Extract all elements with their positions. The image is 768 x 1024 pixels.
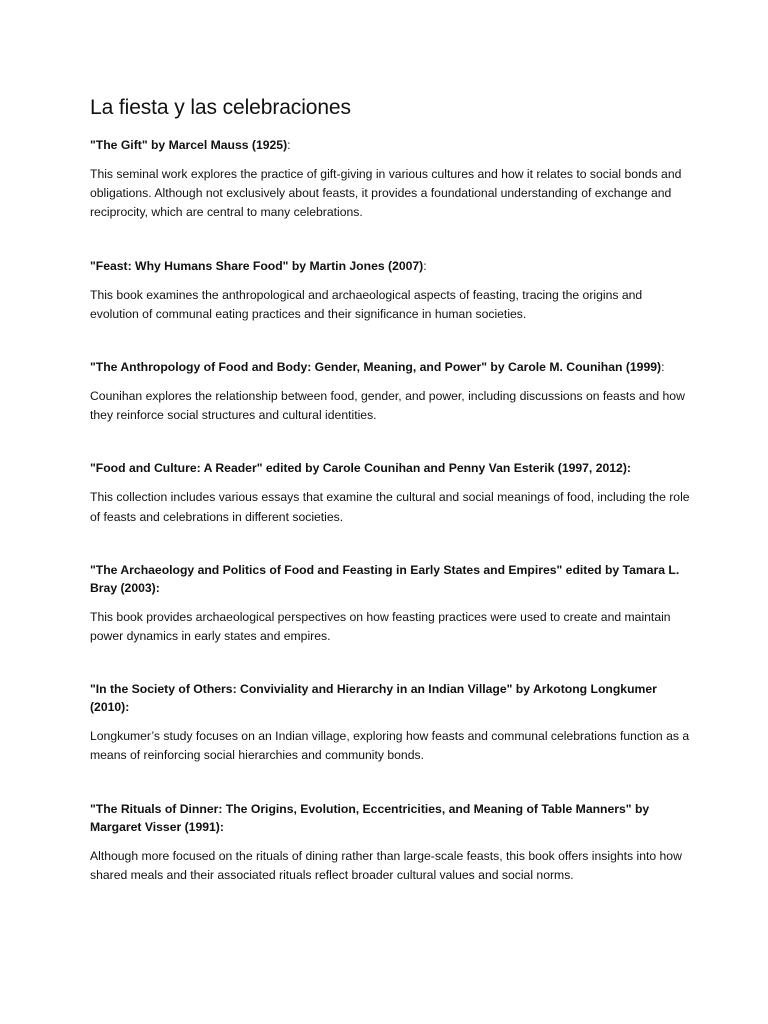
entry-6: [90, 680, 690, 765]
entry-heading-suffix: :: [661, 360, 665, 375]
entry-heading-text: "In the Society of Others: Conviviality and Hierarchy in an Indian Village" by Arkotong Longkumer (2010):: [90, 682, 657, 715]
entry-heading-text: "The Archaeology and Politics of Food and Feasting in Early States and Empires" edited by Tamara L. Bray (2003):: [90, 562, 680, 595]
entry-heading: [90, 257, 690, 275]
entry-heading-suffix: :: [287, 138, 291, 152]
entry-heading-text: "The Anthropology of Food and Body: Gender, Meaning, and Power" by Carole M. Counihan (1999): [90, 360, 662, 375]
entry-body: This book examines the anthropological and archaeological aspects of feasting, tracing the origins and evolution of communal eating practices and their significance in human societies.: [90, 287, 643, 321]
entry-heading: [90, 561, 690, 597]
entry-heading: [90, 136, 690, 154]
entry-heading-text: "Food and Culture: A Reader" edited by Carole Counihan and Penny Van Esterik (1997, 2012):: [90, 461, 631, 476]
entry-body: Longkumer’s study focuses on an Indian village, exploring how feasts and communal celebrations function as a means of reinforcing social hierarchies and community bonds.: [90, 729, 690, 763]
document-page: [90, 94, 690, 885]
entry-heading: [90, 459, 690, 477]
entry-body: This collection includes various essays that examine the cultural and social meanings of food, including the role of feasts and celebrations in different societies.: [90, 490, 690, 524]
entry-body: This seminal work explores the practice of gift-giving in various cultures and how it relates to social bonds and obligations. Although not exclusively about feasts, it provides a foundational understanding of exchange and reciprocity, which are central to many celebrations.: [90, 167, 682, 220]
entry-heading: [90, 358, 690, 376]
document-title: La fiesta y las celebraciones: [90, 96, 351, 119]
entry-body: This book provides archaeological perspectives on how feasting practices were used to create and maintain power dynamics in early states and empires.: [90, 609, 671, 644]
entry-5: [90, 561, 690, 646]
entry-heading-suffix: :: [423, 258, 427, 273]
entry-heading-text: "Feast: Why Humans Share Food" by Martin Jones (2007): [90, 258, 424, 273]
entry-body: Counihan explores the relationship between food, gender, and power, including discussions on feasts and how they reinforce social structures and cultural identities.: [90, 389, 685, 423]
entry-heading: [90, 800, 690, 836]
entry-heading-text: "The Gift" by Marcel Mauss (1925): [90, 138, 288, 152]
entry-7: [90, 800, 690, 885]
entry-heading-text: "The Rituals of Dinner: The Origins, Evolution, Eccentricities, and Meaning of Table Manners" by Margaret Visser (1991):: [90, 801, 650, 834]
entry-heading: [90, 680, 690, 716]
entry-2: [90, 257, 690, 324]
entry-3: [90, 358, 690, 425]
entry-body: Although more focused on the rituals of dining rather than large-scale feasts, this book offers insights into how shared meals and their associated rituals reflect broader cultural values and social norms.: [90, 848, 682, 882]
entry-4: [90, 459, 690, 526]
entry-1: [90, 136, 690, 223]
